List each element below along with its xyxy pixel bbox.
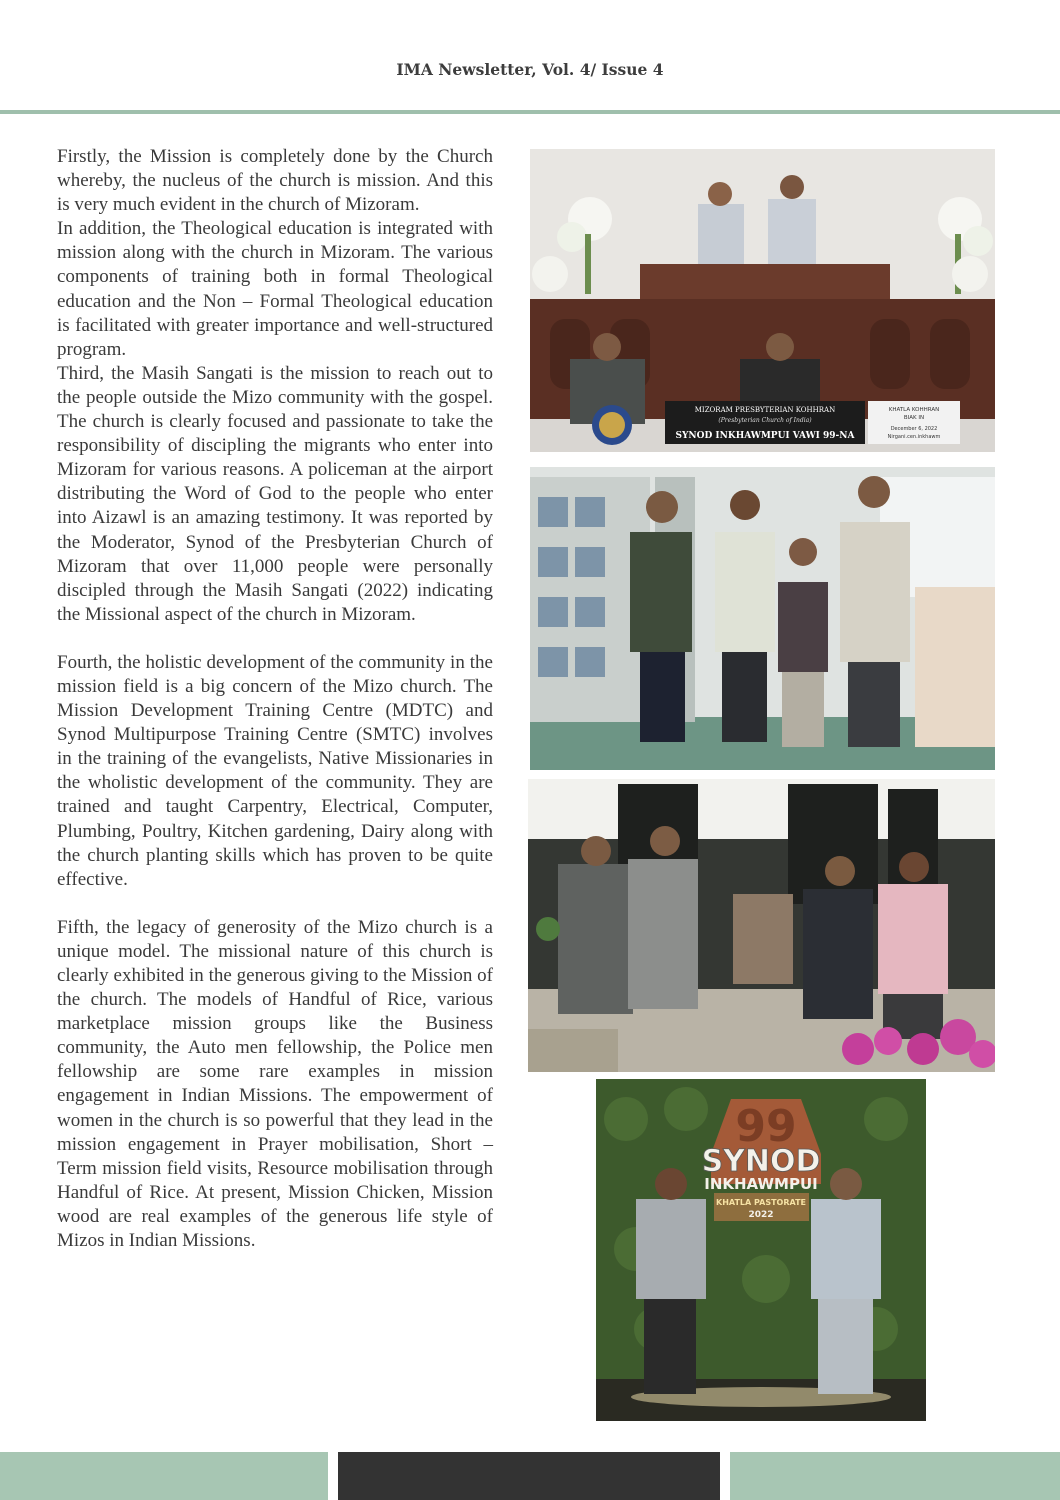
paragraph-fifth: Fifth, the legacy of generosity of the Mizo church is a unique model. The missional nature of this church is clearly exhibited in the generous giving to the Mission of the church. The models of Handful of Rice, various marketplace mission groups like the Business community, the Auto men fellowship, the Police men fellowship are some rare examples in mission engagement in Indian Missions. The empowerment of women in the church is so powerful that they lead in the mission engagement in Prayer mobilisation, Short – Term mission field visits, Resource mobilisation through Handful of Rice. At present, Mission Chicken, Mission wood are real examples of the generous life style of Mizos in Indian Missions.	[57, 916, 493, 1252]
paragraph-in-addition: In addition, the Theological education is integrated with mission along with the church in Mizoram. The various components of training both in formal Theological education and the Non – Formal Theological education is facilitated with greater importance and well-structured program.	[57, 218, 493, 360]
footer-bar-right	[730, 1452, 1060, 1500]
paragraph-firstly: Firstly, the Mission is completely done by the Church whereby, the nucleus of the church is mission. And this is very much evident in the church of Mizoram.	[57, 146, 493, 216]
newsletter-header-title: IMA Newsletter, Vol. 4/ Issue 4	[396, 60, 664, 79]
sign-number: 99	[735, 1101, 797, 1152]
sign-inkhawmpui: INKHAWMPUI	[704, 1175, 818, 1193]
side-sign-line-1: KHATLA KOHHRAN	[888, 407, 940, 413]
sign-year: 2022	[748, 1210, 774, 1220]
paragraph-third: Third, the Masih Sangati is the mission to reach out to the people outside the Mizo community with the gospel. The church is clearly focused and passionate to take the responsibility of discipling the migrants who enter into Mizoram for various reasons. A policeman at the airport distributing the Word of God to the people who enter into Aizawl is an amazing testimony. It was reported by the Moderator, Synod of the Presbyterian Church of Mizoram that over 11,000 people were personally discipled through the Masih Sangati (2022) indicating the Missional aspect of the church in Mizoram.	[57, 362, 493, 625]
side-sign-line-4: Nirgani.cen.inkhawm	[887, 434, 941, 440]
paragraph-fourth: Fourth, the holistic development of the community in the mission field is a big concern of the Mizo church. The Mission Development Training Centre (MDTC) and Synod Multipurpose Training Centre (SMTC) involves in the training of the evangelists, Native Missionaries in the wholistic development of the community. They are trained and taught Carpentry, Electrical, Computer, Plumbing, Poultry, Kitchen gardening, Dairy along with the church planting skills which has proven to be quite effective.	[57, 651, 493, 890]
sign-khatla-pastorate: KHATLA PASTORATE	[716, 1198, 806, 1207]
banner-line-1: MIZORAM PRESBYTERIAN KOHHRAN	[694, 406, 836, 414]
photo-veranda-seated	[528, 779, 995, 1072]
side-sign-line-2: BIAK IN	[903, 415, 925, 421]
photo-synod-pulpit	[530, 149, 995, 452]
side-sign-line-3: December 6, 2022	[890, 426, 938, 432]
header-divider	[0, 110, 1060, 114]
banner-line-3: SYNOD INKHAWMPUI VAWI 99-NA	[675, 431, 855, 441]
sign-synod: SYNOD	[701, 1144, 821, 1179]
footer-bar-center	[338, 1452, 720, 1500]
footer-bar-left	[0, 1452, 328, 1500]
photo-library-group	[530, 467, 995, 770]
article-body	[57, 145, 493, 1253]
banner-line-2: (Presbyterian Church of India)	[718, 417, 812, 424]
photo-synod-sign	[596, 1079, 926, 1421]
